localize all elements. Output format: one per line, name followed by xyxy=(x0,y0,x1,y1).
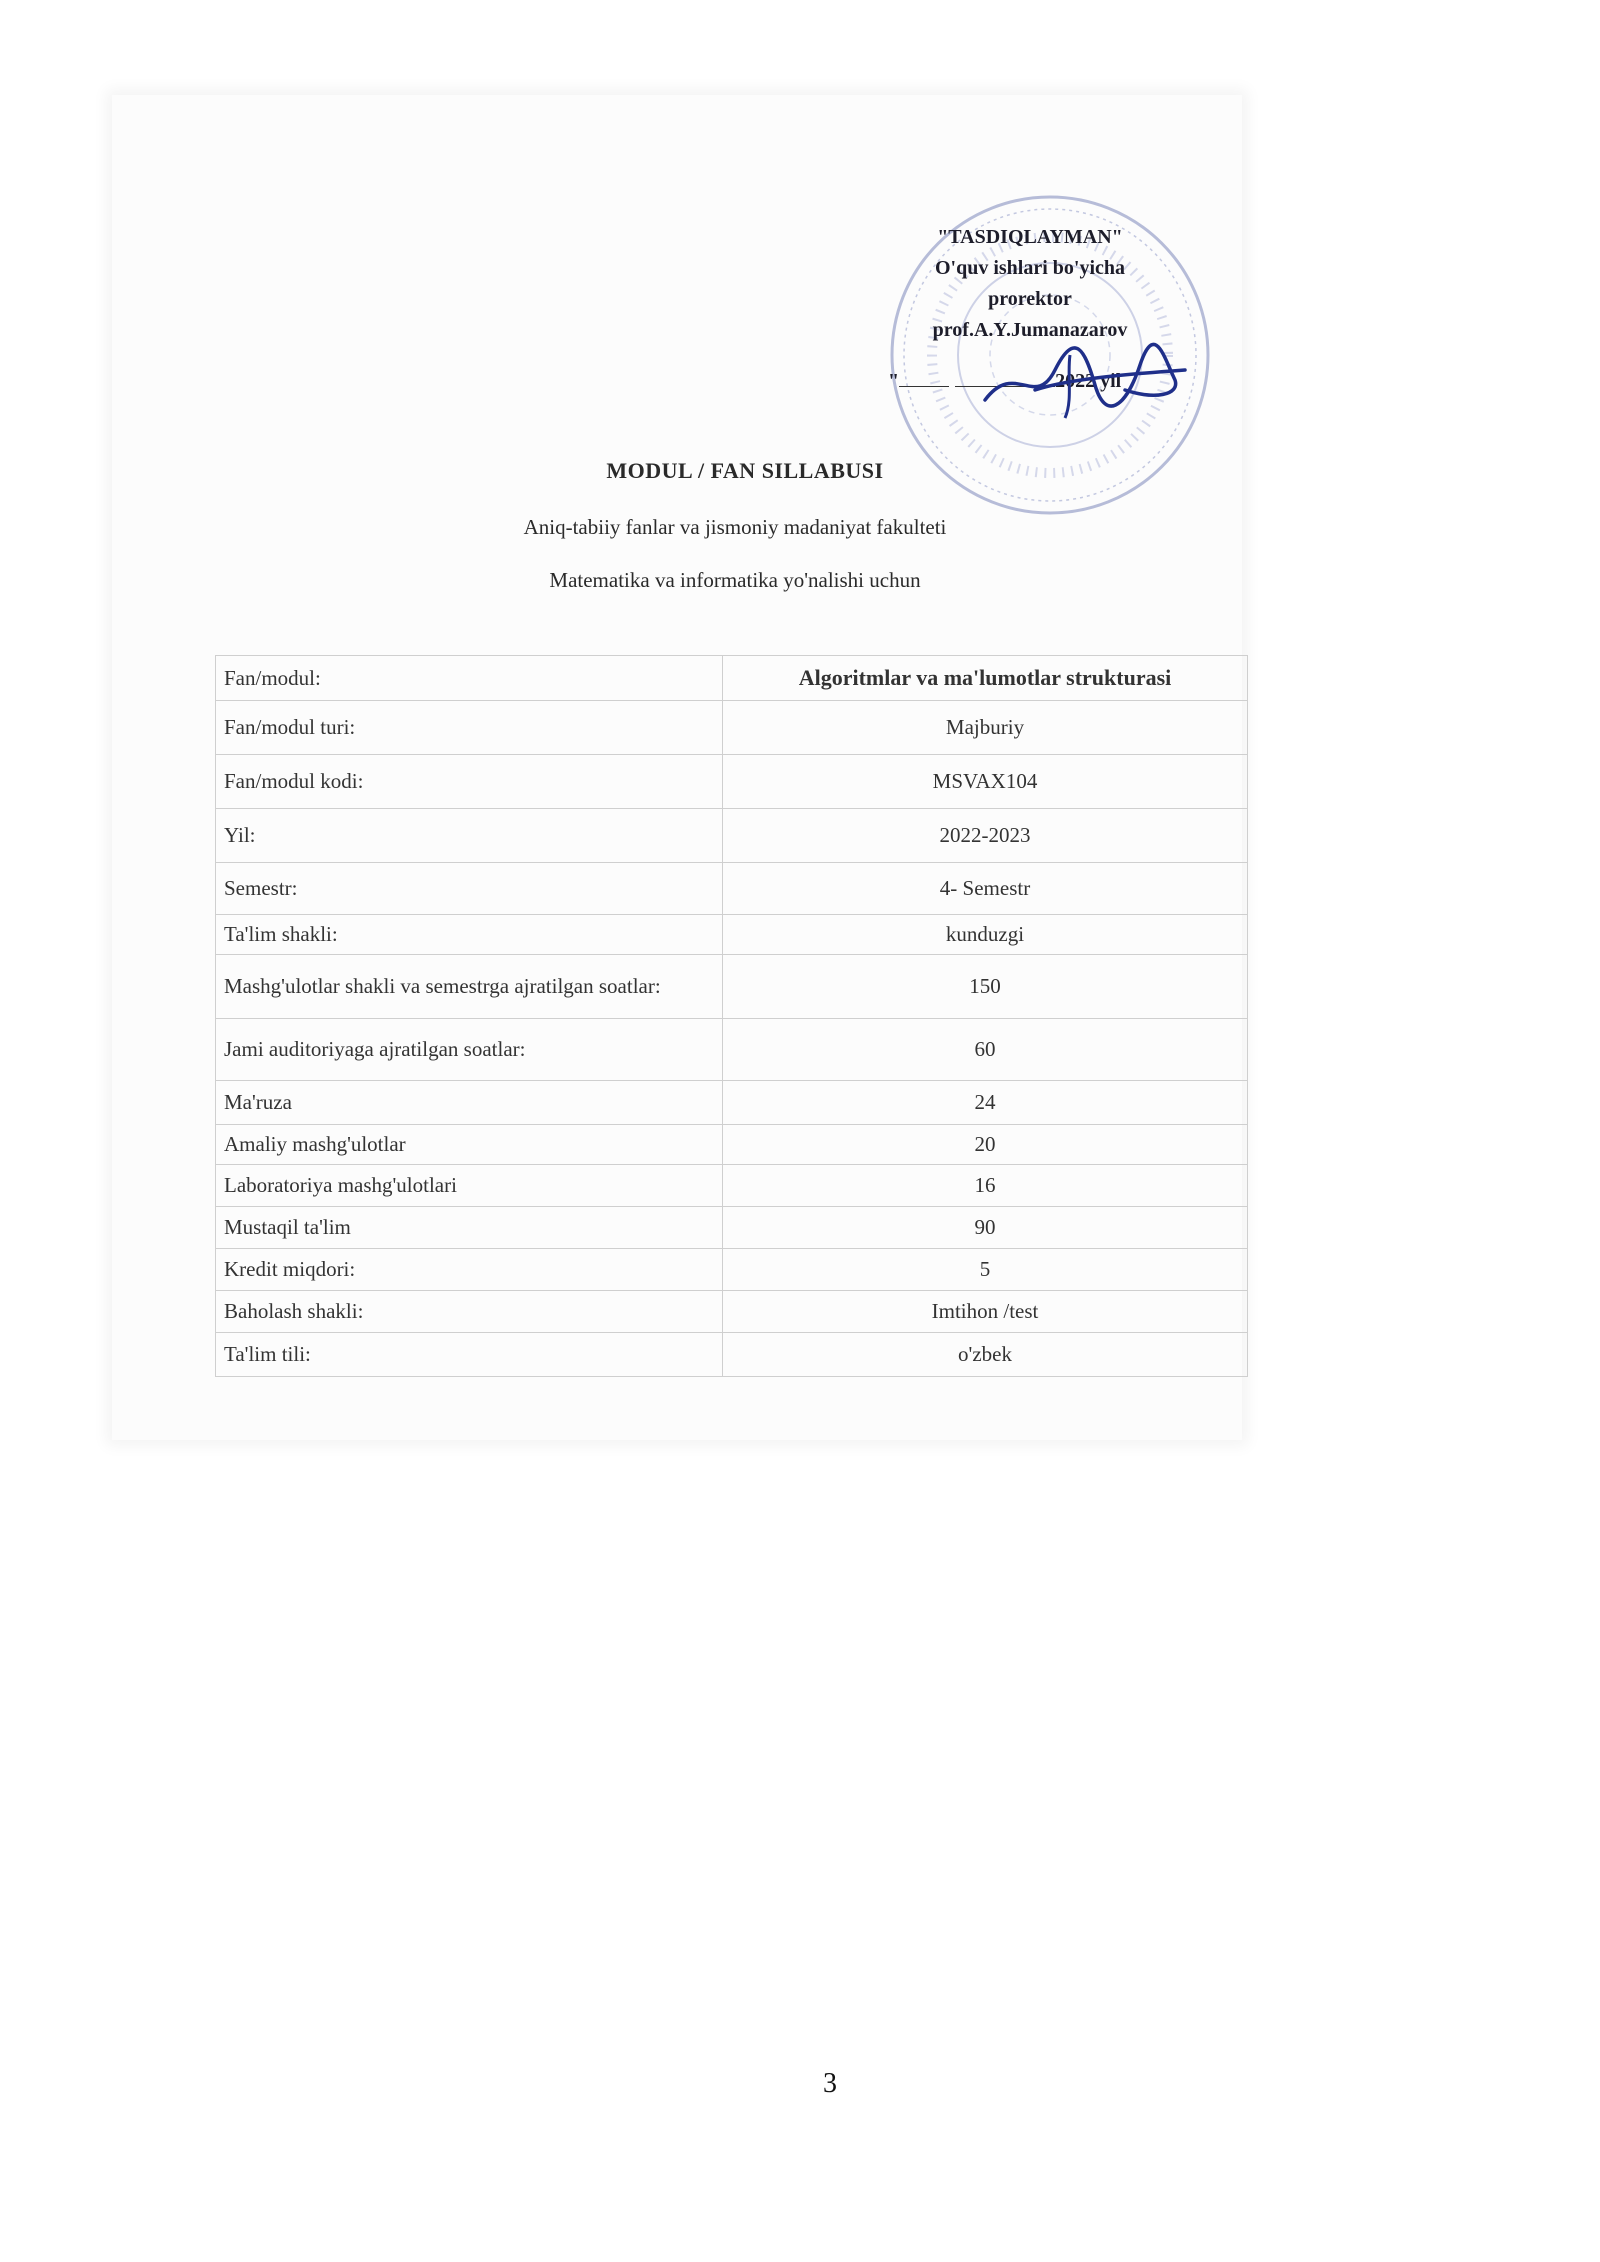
table-row xyxy=(216,915,1248,955)
row-value: 16 xyxy=(723,1165,1248,1207)
approval-role: prorektor xyxy=(988,288,1072,310)
table-row xyxy=(216,1081,1248,1125)
table-row xyxy=(216,1125,1248,1165)
row-label: Mashg'ulotlar shakli va semestrga ajratilgan soatlar: xyxy=(216,955,723,1019)
row-label: Fan/modul kodi: xyxy=(216,755,723,809)
row-value: 60 xyxy=(723,1019,1248,1081)
row-value: Algoritmlar va ma'lumotlar strukturasi xyxy=(723,656,1248,701)
row-label: Ma'ruza xyxy=(216,1081,723,1125)
row-value: MSVAX104 xyxy=(723,755,1248,809)
table-row xyxy=(216,1291,1248,1333)
date-day-blank xyxy=(899,368,949,387)
row-value: 20 xyxy=(723,1125,1248,1165)
row-value: o'zbek xyxy=(723,1333,1248,1377)
row-value: 4- Semestr xyxy=(723,863,1248,915)
row-label: Ta'lim shakli: xyxy=(216,915,723,955)
syllabus-table xyxy=(215,655,1248,1377)
table-row xyxy=(216,656,1248,701)
row-value: 24 xyxy=(723,1081,1248,1125)
signature xyxy=(975,340,1195,420)
page-number: 3 xyxy=(823,2068,837,2099)
table-row xyxy=(216,863,1248,915)
date-year: 2022 yil xyxy=(1055,370,1122,392)
row-label: Jami auditoriyaga ajratilgan soatlar: xyxy=(216,1019,723,1081)
row-value: 2022-2023 xyxy=(723,809,1248,863)
row-value: 5 xyxy=(723,1249,1248,1291)
faculty-name: Aniq-tabiiy fanlar va jismoniy madaniyat fakulteti xyxy=(523,515,947,539)
approval-name: prof.A.Y.Jumanazarov xyxy=(932,319,1128,341)
table-row xyxy=(216,701,1248,755)
row-label: Fan/modul: xyxy=(216,656,723,701)
approval-heading: "TASDIQLAYMAN" xyxy=(937,226,1123,248)
row-value: Imtihon /test xyxy=(723,1291,1248,1333)
date-quote: " xyxy=(888,370,900,392)
row-label: Semestr: xyxy=(216,863,723,915)
table-row xyxy=(216,1333,1248,1377)
row-label: Fan/modul turi: xyxy=(216,701,723,755)
table-row xyxy=(216,755,1248,809)
row-label: Laboratoriya mashg'ulotlari xyxy=(216,1165,723,1207)
document-title: MODUL / FAN SILLABUSI xyxy=(606,458,884,483)
row-label: Baholash shakli: xyxy=(216,1291,723,1333)
direction-name: Matematika va informatika yo'nalishi uchun xyxy=(549,568,921,592)
table-row xyxy=(216,955,1248,1019)
table-row xyxy=(216,1249,1248,1291)
approval-position: O'quv ishlari bo'yicha xyxy=(934,257,1126,279)
row-value: Majburiy xyxy=(723,701,1248,755)
row-value: 90 xyxy=(723,1207,1248,1249)
row-label: Ta'lim tili: xyxy=(216,1333,723,1377)
table-row xyxy=(216,1019,1248,1081)
table-row xyxy=(216,1165,1248,1207)
table-row xyxy=(216,809,1248,863)
row-value: 150 xyxy=(723,955,1248,1019)
row-label: Amaliy mashg'ulotlar xyxy=(216,1125,723,1165)
table-row xyxy=(216,1207,1248,1249)
row-label: Kredit miqdori: xyxy=(216,1249,723,1291)
row-label: Yil: xyxy=(216,809,723,863)
row-value: kunduzgi xyxy=(723,915,1248,955)
row-label: Mustaqil ta'lim xyxy=(216,1207,723,1249)
